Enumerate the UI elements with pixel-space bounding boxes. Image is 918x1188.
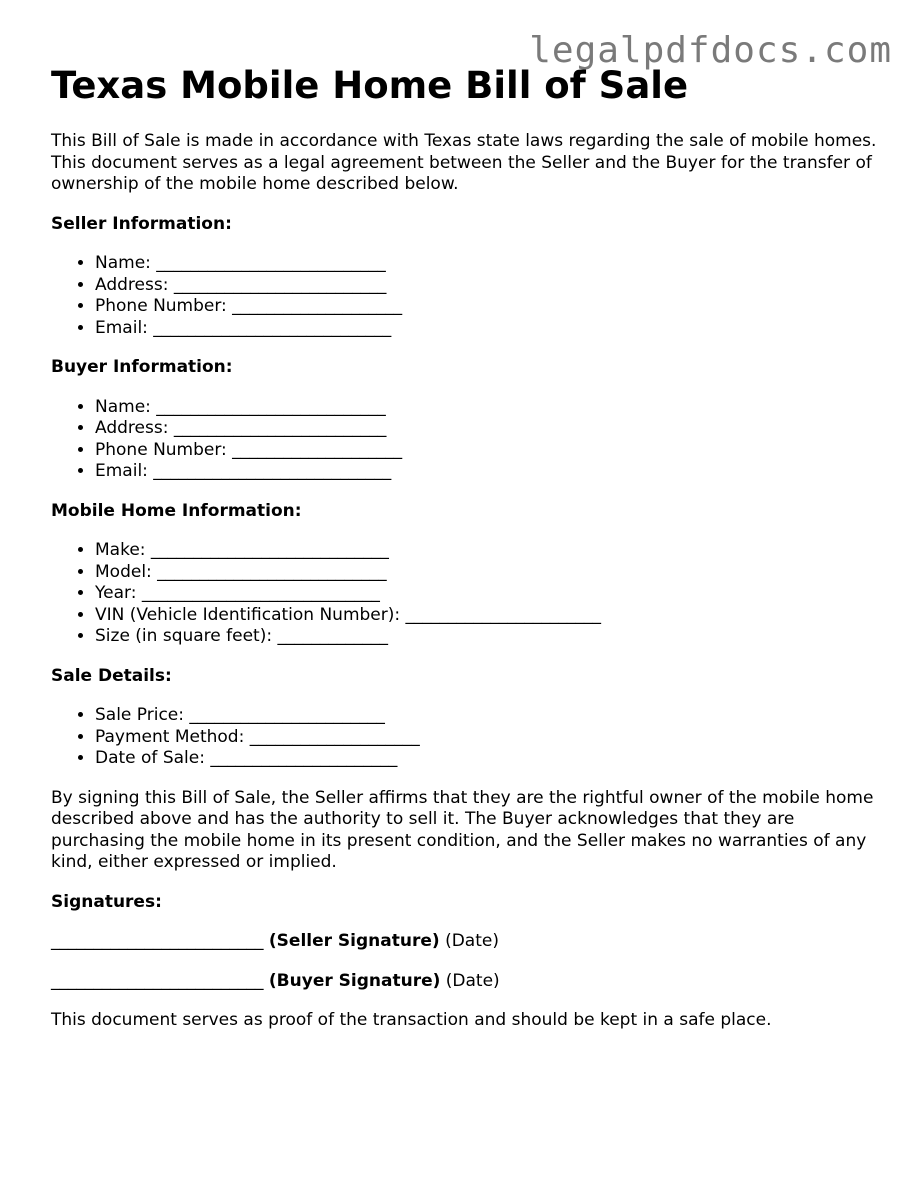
buyer-email-field: • Email: ____________________________ xyxy=(95,461,881,483)
sale-price-field: • Sale Price: _______________________ xyxy=(95,705,881,727)
buyer-heading: Buyer Information: xyxy=(51,357,233,377)
payment-method-field: • Payment Method: ____________________ xyxy=(95,727,881,749)
seller-address-field: • Address: _________________________ xyxy=(95,275,881,297)
seller-name-field: • Name: ___________________________ xyxy=(95,253,881,275)
seller-fields-list xyxy=(51,253,881,339)
watermark: legalpdfdocs.com xyxy=(529,30,892,71)
seller-phone-field: • Phone Number: ____________________ xyxy=(95,296,881,318)
buyer-fields-list xyxy=(51,397,881,483)
sale-details-heading: Sale Details: xyxy=(51,665,172,686)
make-field: • Make: ____________________________ xyxy=(95,540,881,562)
closing-paragraph: This document serves as proof of the transaction and should be kept in a safe place. xyxy=(51,1010,772,1030)
buyer-date-label: (Date) xyxy=(445,970,500,991)
page-title: Texas Mobile Home Bill of Sale xyxy=(51,64,689,107)
buyer-name-field: • Name: ___________________________ xyxy=(95,397,881,419)
document-body xyxy=(51,62,881,1032)
seller-signature-label: (Seller Signature) xyxy=(268,931,440,951)
model-field: • Model: ___________________________ xyxy=(95,562,881,584)
seller-date-label: (Date) xyxy=(445,931,499,951)
mobile-home-heading: Mobile Home Information: xyxy=(51,500,302,521)
buyer-signature-row xyxy=(51,971,881,993)
seller-email-field: • Email: ____________________________ xyxy=(95,318,881,340)
seller-heading: Seller Information: xyxy=(51,213,232,234)
intro-paragraph: This Bill of Sale is made in accordance with Texas state laws regarding the sale of mobile homes. This document serves as a legal agreement between the Seller and the Buyer for the transfer of ownership of the mobile home described below. xyxy=(51,131,877,194)
buyer-phone-field: • Phone Number: ____________________ xyxy=(95,440,881,462)
date-of-sale-field: • Date of Sale: ______________________ xyxy=(95,748,881,770)
year-field: • Year: ____________________________ xyxy=(95,583,881,605)
buyer-signature-label: (Buyer Signature) xyxy=(268,970,441,991)
buyer-address-field: • Address: _________________________ xyxy=(95,418,881,440)
mobile-home-fields-list xyxy=(51,540,881,648)
seller-signature-line: _________________________ xyxy=(51,931,264,951)
size-field: • Size (in square feet): _____________ xyxy=(95,626,881,648)
buyer-signature-line: _________________________ xyxy=(51,970,264,991)
sale-details-list xyxy=(51,705,881,770)
seller-signature-row xyxy=(51,931,881,953)
affirmation-paragraph: By signing this Bill of Sale, the Seller affirms that they are the rightful owner of the mobile home described above and has the authority to sell it. The Buyer acknowledges that they are purchasing the mobile home in its present condition, and the Seller makes no warranties of any kind, either expressed or implied. xyxy=(51,787,874,872)
vin-field: • VIN (Vehicle Identification Number): _______________________ xyxy=(95,605,881,627)
signatures-heading: Signatures: xyxy=(51,891,162,912)
